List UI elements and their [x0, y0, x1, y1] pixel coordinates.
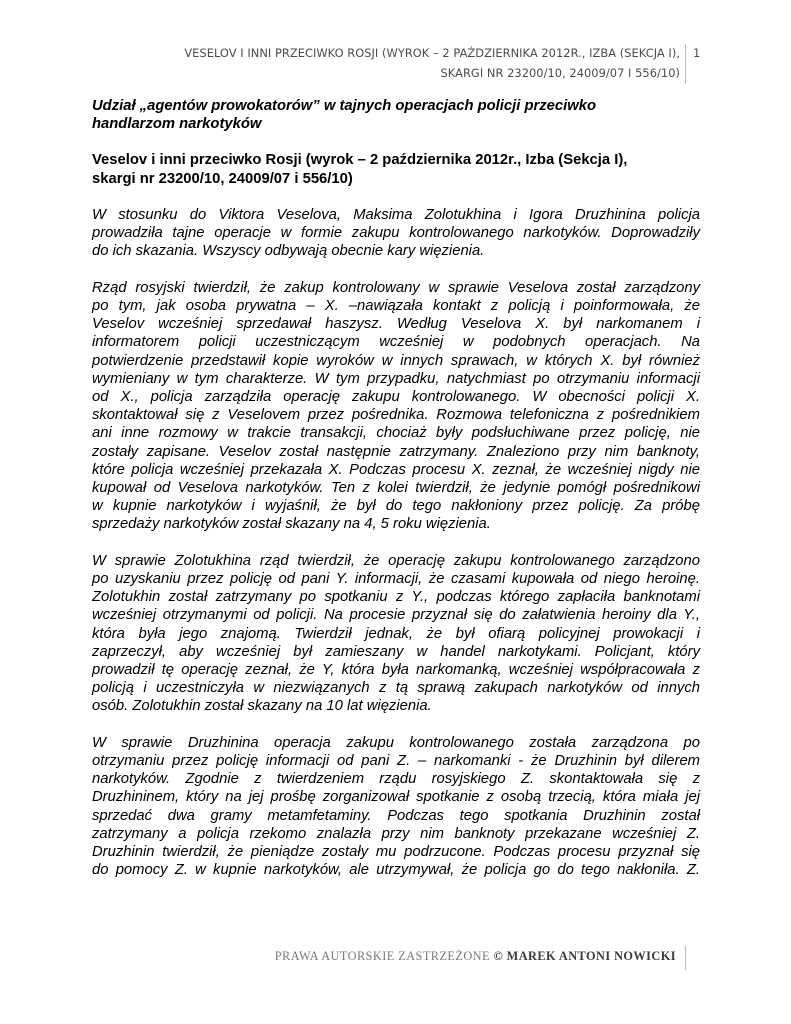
- paragraph-intro: [92, 206, 700, 261]
- paragraph-line: od X., policja zarządziła operację zakupu kontrolowanego. W obecności policji X.: [92, 389, 700, 406]
- copyright-label: PRAWA AUTORSKIE ZASTRZEŻONE: [274, 949, 490, 963]
- paragraph-line: wymieniany w tym charakterze. W tym przypadku, natychmiast po otrzymaniu informacji: [92, 370, 700, 387]
- paragraph-druzhinin: [92, 734, 700, 880]
- paragraph-line: W sprawie Druzhinina operacja zakupu kontrolowanego została zarządzona po: [92, 734, 700, 751]
- paragraph-line: Druzhinin twierdził, że pieniądze zostały mu podrzucone. Podczas procesu przyznał się: [92, 844, 700, 861]
- document-body: [92, 97, 700, 879]
- copyright-footer: [194, 946, 676, 966]
- paragraph-line: po tym, jak osoba prywatna – X. –nawiązała kontakt z policją i poinformowała, że: [92, 298, 700, 314]
- paragraph-line: Veselov wcześniej sprzedawał haszysz. Według Veselova X. był narkomanem i: [92, 316, 700, 333]
- paragraph-line: W stosunku do Viktora Veselova, Maksima Zolotukhina i Igora Druzhinina policja: [92, 207, 700, 223]
- running-header-line-2: SKARGI NR 23200/10, 24009/07 I 556/10): [440, 66, 680, 80]
- paragraph-line: do ich skazania. Wszyscy odbywają obecnie kary więzienia.: [92, 243, 485, 260]
- paragraph-line: otrzymaniu przez policję informacji od pani Z. – narkomanki - że Druzhinin był dilerem: [92, 753, 700, 770]
- running-header-line-1: VESELOV I INNI PRZECIWKO ROSJI (WYROK – 2 PAŹDZIERNIKA 2012R., IZBA (SEKCJA I),: [184, 46, 680, 60]
- paragraph-line: która była jego znajomą. Twierdził jednak, że był ofiarą policyjnej prowokacji i: [92, 625, 700, 642]
- paragraph-line: informatorem policji uczestniczącym wcześniej w podobnych operacjach. Na: [92, 334, 700, 351]
- paragraph-line: sprzedaży narkotyków został skazany na 4, 5 roku więzienia.: [92, 516, 491, 533]
- document-title-line-1: Udział „agentów prowokatorów” w tajnych operacjach policji przeciwko: [92, 98, 597, 114]
- paragraph-line: wcześniej otrzymanymi od policji. Na procesie przyznał się do załatwienia heroiny dla Y.,: [92, 607, 700, 624]
- paragraph-line: w kupnie narkotyków i wyjaśnił, że był do tego nakłoniony przez policję. Za próbę: [92, 498, 700, 515]
- paragraph-line: ani inne rozmowy w trakcie transakcji, chociaż były podsłuchiwane przez policję, nie: [92, 425, 700, 442]
- paragraph-line: narkotyków. Zgodnie z twierdzeniem rządu rosyjskiego Z. skontaktowała się z: [92, 771, 700, 788]
- paragraph-line: W sprawie Zolotukhina rząd twierdził, że operację zakupu kontrolowanego zarządzono: [92, 552, 700, 569]
- paragraph-line: prowadził tę operację zeznał, że Y, która była narkomanką, wcześniej współpracowała z: [92, 662, 700, 679]
- paragraph-line: potwierdzenie przedstawił kopie wyroków w innych sprawach, w których X. był również: [92, 352, 700, 369]
- paragraph-line: zatrzymany a policja rzekomo znalazła przy nim banknoty przekazane wcześniej Z.: [92, 825, 700, 842]
- paragraph-line: które policja wcześniej przekazała X. Podczas procesu X. zeznał, że wcześniej nigdy nie: [92, 461, 700, 478]
- document-title-line-2: handlarzom narkotyków: [92, 116, 262, 133]
- paragraph-line: do pomocy Z. w kupnie narkotyków, ale utrzymywał, że policja go do tego nakłoniła. Z.: [92, 862, 700, 879]
- header-divider: [685, 44, 686, 84]
- paragraph-line: skontaktował się z Veselovem przez pośrednika. Rozmowa telefoniczna z pośrednikiem: [92, 407, 700, 424]
- case-heading-line-2: skargi nr 23200/10, 24009/07 i 556/10): [92, 170, 353, 187]
- paragraph-veselov: [92, 279, 700, 534]
- copyright-author: © MAREK ANTONI NOWICKI: [493, 949, 676, 963]
- paragraph-line: po uzyskaniu przez policję od pani Y. informacji, że czasami kupowała od niego heroinę.: [92, 571, 700, 588]
- document-title: [92, 97, 700, 133]
- paragraph-line: policją i uczestniczyła w niezwiązanych z tą sprawą zakupach narkotyków od innych: [92, 680, 700, 697]
- page-number: 1: [693, 46, 701, 60]
- paragraph-line: zaprzeczył, aby wcześniej był zamieszany w handel narkotykami. Policjant, który: [92, 643, 700, 660]
- paragraph-line: Zolotukhin został zatrzymany po spotkaniu z Y., podczas którego zapłaciła banknotami: [92, 589, 700, 606]
- case-heading-line-1: Veselov i inni przeciwko Rosji (wyrok – 2 października 2012r., Izba (Sekcja I),: [92, 152, 628, 169]
- running-header: [90, 43, 680, 83]
- paragraph-line: Druzhininem, który na jej prośbę zorganizował spotkanie z osobą trzecią, która miała jej: [92, 789, 700, 806]
- paragraph-line: Rząd rosyjski twierdził, że zakup kontrolowany w sprawie Veselova został zarządzony: [92, 279, 700, 296]
- paragraph-line: sprzedać dwa gramy metamfetaminy. Podczas tego spotkania Druzhinin został: [92, 807, 700, 824]
- paragraph-zolotukhin: [92, 552, 700, 716]
- case-heading: [92, 151, 700, 187]
- paragraph-line: osób. Zolotukhin został skazany na 10 lat więzienia.: [92, 698, 432, 715]
- paragraph-line: zostały zapisane. Veselov został następnie zatrzymany. Znaleziono przy nim banknoty,: [92, 443, 700, 460]
- footer-divider: [685, 946, 686, 970]
- paragraph-line: kupował od Veselova narkotyków. Ten z kolei twierdził, że jedynie pomógł pośrednikowi: [92, 480, 700, 497]
- paragraph-line: prowadziła tajne operacje w formie zakupu kontrolowanego narkotyków. Doprowadziły: [92, 225, 700, 242]
